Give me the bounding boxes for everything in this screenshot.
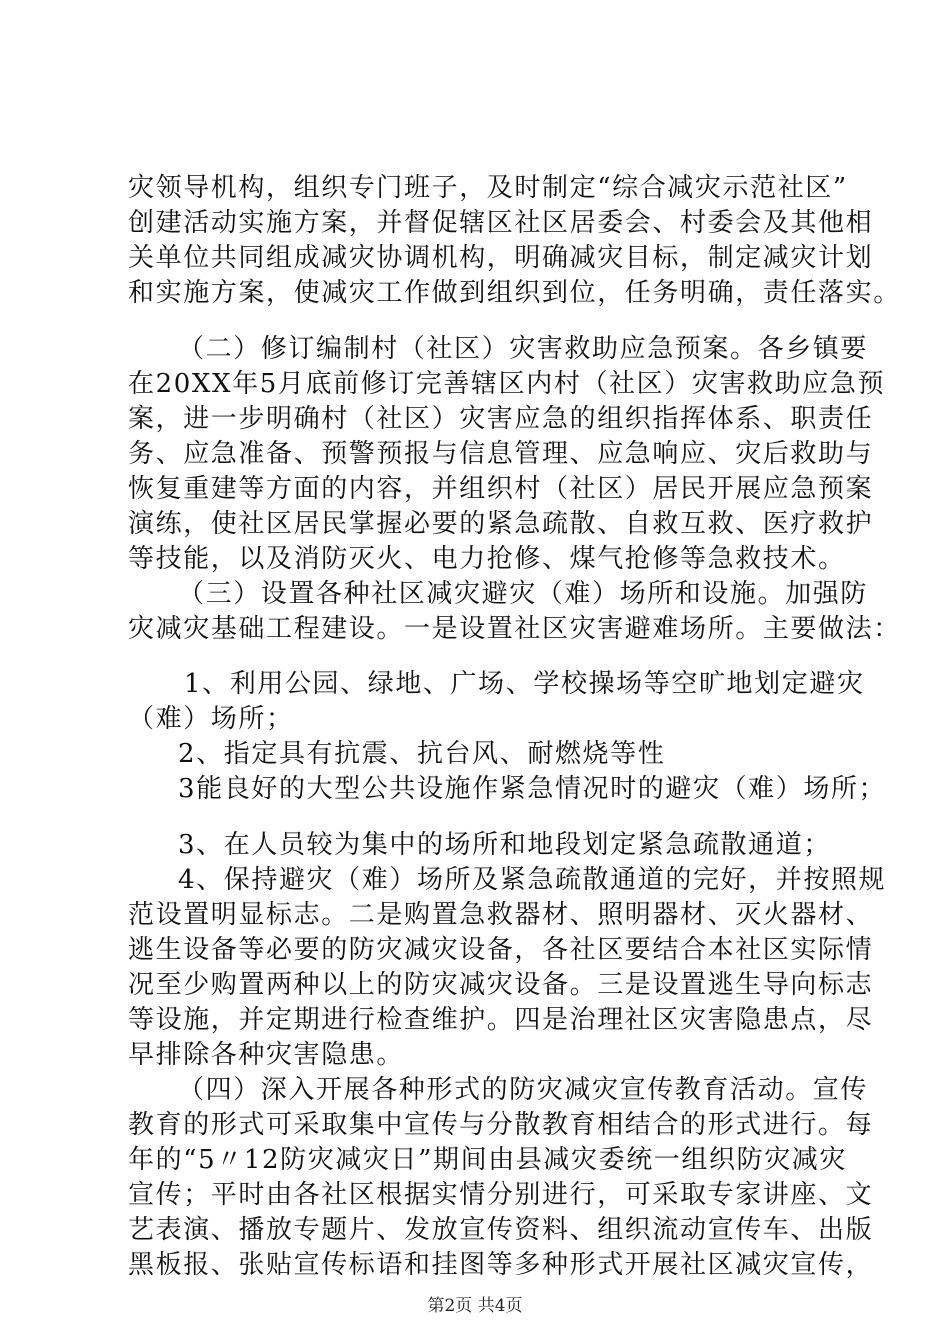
text-line: 3、在人员较为集中的场所和地段划定紧急疏散通道； [178, 830, 831, 860]
text-line: 范设置明显标志。二是购置急救器材、照明器材、灭火器材、 [128, 900, 874, 930]
text-line: （三）设置各种社区减灾避灾（难）场所和设施。加强防 [178, 579, 869, 609]
text-line: 1、利用公园、绿地、广场、学校操场等空旷地划定避灾 [184, 669, 865, 699]
text-line: 逃生设备等必要的防灾减灾设备，各社区要结合本社区实际情 [128, 935, 874, 965]
text-line: 2、指定具有抗震、抗台风、耐燃烧等性 [178, 739, 666, 769]
text-line: 灾领导机构，组织专门班子，及时制定“综合减灾示范社区” [128, 173, 848, 203]
text-line: 早排除各种灾害隐患。 [128, 1040, 405, 1070]
text-line: 艺表演、播放专题片、发放宣传资料、组织流动宣传车、出版 [128, 1215, 874, 1245]
text-line: 等设施，并定期进行检查维护。四是治理社区灾害隐患点，尽 [128, 1005, 874, 1035]
text-line: 案，进一步明确村（社区）灾害应急的组织指挥体系、职责任 [128, 404, 874, 434]
text-line: （二）修订编制村（社区）灾害救助应急预案。各乡镇要 [178, 334, 869, 364]
text-line: 况至少购置两种以上的防灾减灾设备。三是设置逃生导向标志 [128, 970, 874, 1000]
text-line: 等技能，以及消防灭火、电力抢修、煤气抢修等急救技术。 [128, 544, 846, 574]
text-line: 4、保持避灾（难）场所及紧急疏散通道的完好，并按照规 [178, 865, 887, 895]
text-line: 和实施方案，使减灾工作做到组织到位，任务明确，责任落实。 [128, 278, 901, 308]
text-line: （难）场所； [128, 704, 294, 734]
text-line: 演练，使社区居民掌握必要的紧急疏散、自救互救、医疗救护 [128, 509, 874, 539]
text-line: 年的“5〃12防灾减灾日”期间由县减灾委统一组织防灾减灾 [128, 1145, 848, 1175]
text-line: 恢复重建等方面的内容，并组织村（社区）居民开展应急预案 [128, 474, 874, 504]
text-line: 创建活动实施方案，并督促辖区社区居委会、村委会及其他相 [128, 208, 874, 238]
text-line: 关单位共同组成减灾协调机构，明确减灾目标，制定减灾计划 [128, 243, 874, 273]
text-line: 3能良好的大型公共设施作紧急情况时的避灾（难）场所； [178, 774, 887, 804]
text-line: 务、应急准备、预警预报与信息管理、应急响应、灾后救助与 [128, 439, 874, 469]
text-line: 灾减灾基础工程建设。一是设置社区灾害避难场所。主要做法： [128, 614, 901, 644]
page-number-footer: 第2页 共4页 [427, 1296, 523, 1316]
text-line: 宣传；平时由各社区根据实情分别进行，可采取专家讲座、文 [128, 1180, 874, 1210]
text-line: 教育的形式可采取集中宣传与分散教育相结合的形式进行。每 [128, 1110, 874, 1140]
text-line: 在20XX年5月底前修订完善辖区内村（社区）灾害救助应急预 [128, 369, 886, 399]
text-line: 黑板报、张贴宣传标语和挂图等多种形式开展社区减灾宣传， [128, 1250, 874, 1280]
text-line: （四）深入开展各种形式的防灾减灾宣传教育活动。宣传 [178, 1075, 869, 1105]
